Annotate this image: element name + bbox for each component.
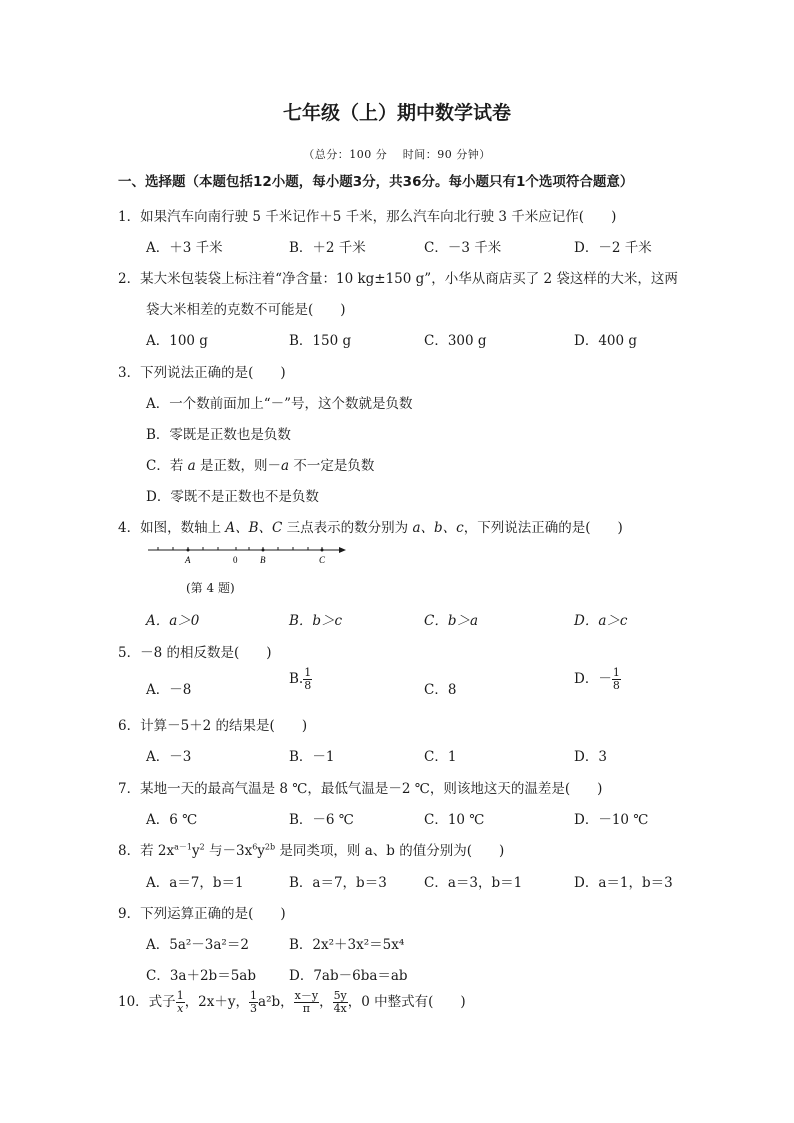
fraction (249, 990, 258, 1015)
question-2-stem-line1: 2．某大米包装袋上标注着“净含量：10 kg±150 g”，小华从商店买了 2 袋这样的大米，这两 (118, 271, 678, 287)
fraction (612, 667, 621, 692)
q5-option-d (574, 667, 621, 692)
q3-option-d: D．零既不是正数也不是负数 (146, 489, 319, 505)
points: A、B、C (225, 520, 283, 536)
origin-label: 0 (233, 555, 238, 565)
denominator: 3 (250, 1002, 258, 1015)
numerator: 1 (176, 989, 184, 1002)
q2-option-c: C．300 g (424, 333, 487, 349)
text: ， (319, 994, 333, 1010)
point-b-label: B (260, 555, 266, 565)
q5-option-a: A．－8 (146, 682, 192, 698)
q8-option-b: B．a＝7，b＝3 (289, 875, 387, 891)
text: 4．如图，数轴上 (118, 520, 226, 536)
q9-option-d: D．7ab－6ba＝ab (289, 968, 408, 984)
question-7-stem: 7．某地一天的最高气温是 8 ℃，最低气温是－2 ℃，则该地这天的温差是( ) (118, 781, 603, 797)
text: C．若 (146, 458, 188, 474)
q2-option-a: A．100 g (146, 333, 208, 349)
q2-option-d: D．400 g (574, 333, 638, 349)
exponent: 6 (252, 842, 258, 852)
question-2-stem-line2: 袋大米相差的克数不可能是( ) (146, 302, 346, 318)
question-5-stem: 5．－8 的相反数是( ) (118, 645, 272, 661)
question-10-stem (118, 990, 466, 1015)
denominator: x (177, 1002, 184, 1015)
fraction (294, 990, 319, 1015)
denominator: 4x (333, 1002, 347, 1015)
q1-option-c: C．－3 千米 (424, 240, 502, 256)
point-c-label: C (319, 555, 326, 565)
question-3-stem: 3．下列说法正确的是( ) (118, 365, 286, 381)
q1-option-a: A．＋3 千米 (146, 240, 223, 256)
q1-option-b: B．＋2 千米 (289, 240, 366, 256)
point-c-dot (321, 549, 324, 552)
question-4-stem (118, 516, 623, 536)
text: 与－3x (204, 843, 253, 859)
text: ，2x＋y， (184, 994, 250, 1010)
q9-option-b: B．2x²＋3x²＝5x⁴ (289, 937, 405, 953)
fraction (176, 990, 185, 1015)
text: y (191, 843, 200, 859)
q4-option-d: D．a＞c (574, 613, 628, 629)
text: 三点表示的数分别为 (282, 520, 413, 536)
text: 是同类项，则 a、b 的值分别为( ) (275, 843, 505, 859)
text: ，0 中整式有( ) (347, 994, 466, 1010)
q3-option-c (146, 454, 374, 474)
variable: a (187, 458, 196, 474)
q4-option-a: A．a＞0 (146, 613, 200, 629)
text: 是正数，则－ (195, 458, 281, 474)
q3-option-b: B．零既是正数也是负数 (146, 427, 291, 443)
q9-option-a: A．5a²－3a²＝2 (146, 937, 249, 953)
point-b-dot (262, 549, 265, 552)
question-9-stem: 9．下列运算正确的是( ) (118, 906, 286, 922)
exam-info: （总分：100 分 时间：90 分钟） (303, 148, 491, 161)
q1-option-d: D．－2 千米 (574, 240, 652, 256)
q5-option-c: C．8 (424, 682, 457, 698)
text: y (257, 843, 265, 859)
fraction (303, 667, 312, 692)
q7-option-a: A．6 ℃ (146, 812, 198, 828)
exponent: 2 (199, 842, 205, 852)
q7-option-c: C．10 ℃ (424, 812, 485, 828)
text: B. (289, 671, 304, 687)
numerator: x－y (294, 989, 319, 1002)
q7-option-d: D．－10 ℃ (574, 812, 649, 828)
question-8-stem (118, 839, 504, 859)
arrow-icon (339, 547, 346, 553)
text: 10．式子 (118, 994, 176, 1010)
denominator: 8 (304, 679, 312, 692)
q6-option-b: B．－1 (289, 749, 335, 765)
text: 不一定是负数 (289, 458, 375, 474)
fraction (333, 990, 348, 1015)
numerator: 5y (333, 989, 347, 1002)
q3-option-a: A．一个数前面加上“－”号，这个数就是负数 (146, 396, 413, 412)
q2-option-b: B．150 g (289, 333, 352, 349)
text: ，下列说法正确的是( ) (463, 520, 623, 536)
q7-option-b: B．－6 ℃ (289, 812, 354, 828)
denominator: 8 (612, 679, 620, 692)
q8-option-c: C．a＝3，b＝1 (424, 875, 523, 891)
section-heading: 一、选择题（本题包括12小题，每小题3分，共36分。每小题只有1个选项符合题意） (118, 174, 634, 190)
text: 8．若 2x (118, 843, 175, 859)
point-a-dot (187, 549, 190, 552)
text: D．－ (574, 671, 612, 687)
text: a²b， (258, 994, 294, 1010)
numerator: 1 (612, 666, 620, 679)
question-1-stem: 1．如果汽车向南行驶 5 千米记作＋5 千米，那么汽车向北行驶 3 千米应记作( ) (118, 209, 617, 225)
variable: a (280, 458, 290, 474)
q4-option-c: C．b＞a (424, 613, 479, 629)
question-6-stem: 6．计算－5＋2 的结果是( ) (118, 718, 308, 734)
numerator: 1 (304, 666, 312, 679)
figure-caption: (第 4 题) (186, 581, 235, 595)
variables: a、b、c (412, 520, 464, 536)
number-line-figure (146, 540, 356, 570)
q6-option-d: D．3 (574, 749, 607, 765)
q8-option-d: D．a＝1，b＝3 (574, 875, 673, 891)
q8-option-a: A．a＝7，b＝1 (146, 875, 244, 891)
q6-option-a: A．－3 (146, 749, 192, 765)
exponent: a－1 (174, 842, 192, 852)
point-a-label: A (185, 555, 191, 565)
q5-option-b (289, 667, 312, 692)
numerator: 1 (250, 989, 258, 1002)
exponent: 2b (264, 842, 276, 852)
q9-option-c: C．3a＋2b＝5ab (146, 968, 256, 984)
q6-option-c: C．1 (424, 749, 457, 765)
denominator: π (302, 1002, 310, 1015)
page-title: 七年级（上）期中数学试卷 (282, 102, 511, 124)
q4-option-b: B．b＞c (289, 613, 343, 629)
